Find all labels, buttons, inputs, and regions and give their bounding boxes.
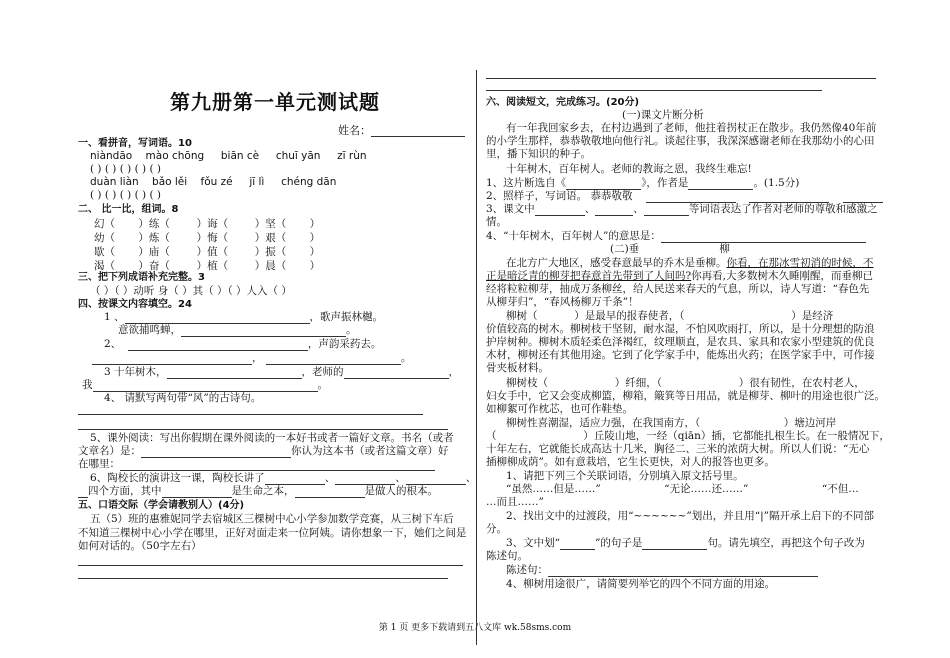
fill-line-3: 3 十年树木， ，老师的 ，: [104, 366, 460, 378]
passage-1-line: 十年树木，百年树人。老师的教诲之恩，我终生难忘!: [506, 163, 752, 175]
reading-prompt-2: 文章名）是： 你认为这本书（或者这篇文章）好: [78, 445, 449, 457]
passage-2-line: 柳树（ ）是最早的报春使者，（ ）是经济: [506, 310, 834, 322]
compare-cell: 幻（ ）练（ ）诲（ ）坚（ ）: [94, 218, 321, 230]
compare-cell: 歇（ ）庙（ ）值（ ）振（ ）: [94, 246, 321, 258]
passage-2-line: 从柳芽归”，“春风杨柳万千条”！: [486, 296, 639, 308]
passage-2-line: 十年左右，它就能长成高达十几米，胸径二、三米的浓荫大树。所以人们说：“无心: [486, 443, 870, 455]
fill-line-2b: ， 。: [92, 352, 411, 365]
exercise-2b: 分。: [486, 523, 507, 535]
dialog-prompt-1: 五（5）班的惠雅妮同学去宿城区三棵树中心小学参加数学竞赛，从三树下车后: [90, 513, 454, 525]
passage-2-line: 经将粒粒柳芽，抽成万条柳丝，给人民送来春天的气息，所以，诗人写道：“春色先: [486, 283, 870, 295]
section-5-heading: 五、口语交际（学会请教别人）(4分): [78, 500, 245, 511]
exercise-1-options-b: …而且……”: [486, 496, 544, 508]
fill-line-2: 2、 ，声韵采药去。: [104, 338, 382, 350]
passage-2-line: 木材，柳树还有其他用途。它到了化学家手中，能炼出火药；在医学家手中，可作接: [486, 349, 875, 361]
passage-2-line: 骨夹板材料。: [486, 362, 549, 374]
subsection-2-title: (二)垂 柳: [610, 243, 730, 255]
answer-rule: [78, 429, 448, 430]
passage-2-line: （ ）丘陵山地，一经（qiān）插，它都能扎根生长。在一般情况下，: [486, 430, 890, 442]
exercise-2: 2、找出文中的过渡段，用“~~~~~~”划出，并且用“|”隔开承上启下的不同部: [506, 510, 874, 522]
answer-rule: [78, 565, 463, 566]
answer-rule: [78, 414, 423, 415]
fill-line-3b: 我 。: [82, 379, 328, 391]
passage-2-line: 柳树枝（ ）纤细，（ ）很有韧性，在农村老人，: [506, 377, 865, 389]
name-label: 姓名：: [338, 124, 465, 137]
question-2: 2、照样子，写词语。 恭恭敬敬: [486, 190, 883, 203]
question-4: 4、“十年树木，百年树人”的意思是：: [486, 230, 866, 243]
passage-2-line: 在北方广大地区，感受春意最早的乔木是垂柳。你看，在那冰雪初消的时候，不: [506, 257, 874, 269]
page-title: 第九册第一单元测试题: [170, 90, 380, 114]
question-1: 1、这片断选自《 》，作者是 。(1.5分): [486, 177, 800, 189]
passage-1-line: 的小学生那样，恭恭敬敬地向他行礼。谈起往事，我深深感谢老师在我那幼小的心田: [486, 135, 875, 147]
section-2-heading: 二、 比一比，组词。8: [78, 204, 179, 215]
section-4-heading: 四、按课文内容填空。24: [78, 299, 192, 310]
compare-cell: 幼（ ）炼（ ）悔（ ）艰（ ）: [94, 232, 321, 244]
question-3: 3、课文中 、 、 等词语表达了作者对老师的尊敬和感激之: [486, 203, 878, 215]
top-rule-2: [486, 90, 822, 91]
passage-2-line: 价值较高的树木。柳树枝干坚韧，耐水湿，不怕风吹雨打，所以，是十分理想的防浪: [486, 323, 875, 335]
fill-line-1: 1 、 ，歌声振林樾。: [104, 311, 384, 323]
exercise-1: 1、请把下列三个关联词语，分别填入原文括号里。: [506, 470, 744, 482]
pinyin-row-1: niàndāo mào chōng biān cè chuī yān zī rùn: [90, 150, 367, 162]
fill-line-1b: 意欲捕鸣蝉， 。: [118, 324, 357, 336]
passage-2-line: 正是暗泛青的柳芽把春意首先带到了人间吗?你再看,大多数树木久睡刚醒，而垂柳已: [486, 270, 873, 282]
top-rule: [486, 78, 876, 79]
passage-2-line: 如柳絮可作枕芯，也可作鞋垫。: [486, 403, 633, 415]
section-6-heading: 六、阅读短文，完成练习。(20分): [486, 97, 640, 108]
reading-prompt-1: 5、课外阅读：写出你假期在课外阅读的一本好书或者一篇好文章。书名（或者: [90, 432, 454, 444]
speech-prompt-2: 四个方面，其中 是生命之本， 是做人的根本。: [78, 485, 438, 498]
exercise-1-options: “虽然……但是……” “无论……还……” “不但…: [506, 483, 859, 495]
dialog-prompt-3: 如何对话的。（50字左右）: [78, 540, 202, 552]
passage-2-line: 插柳柳成荫”。如有意栽培，它生长更快，对人的报答也更多。: [486, 456, 775, 468]
section-3-heading: 三、把下列成语补充完整。3: [78, 272, 205, 283]
exercise-3: 3、文中划“ ”的句子是 句。请先填空，再把这个句子改为: [506, 537, 865, 549]
pinyin-row-2: duàn liàn bǎo lěi fǒu zé jī lì chéng dān: [90, 176, 337, 188]
page-footer: 第 1 页 更多下载请到五八文库 wk.58sms.com: [378, 623, 572, 633]
answer-parens-1: ( ) ( ) ( ) ( ) ( ): [90, 163, 162, 175]
reading-prompt-3: 在哪里：: [78, 458, 435, 471]
passage-1-line: 里，播下知识的种子。: [486, 148, 591, 160]
poem-prompt: 4、 请默写两句带“风”的古诗句。: [104, 392, 262, 404]
passage-2-line: 柳树性喜潮湿，适应力强，在我国南方，（ ）塘边河岸: [506, 417, 837, 429]
dialog-prompt-2: 不知道三棵树中心小学在哪里，正好对面走来一位阿姨。请你想象一下，她们之间是: [78, 527, 467, 539]
exercise-3c: 陈述句：: [506, 564, 818, 577]
passage-2-line: 护岸树种。柳树木质轻柔色泽褐红，纹理顺直，是农具、家具和农家小型建筑的优良: [486, 336, 875, 348]
subsection-1-title: (一)课文片断分析: [622, 109, 704, 121]
section-1-heading: 一、看拼音，写词语。10: [78, 138, 192, 149]
question-3b: 情。: [486, 216, 507, 228]
exercise-3b: 陈述句。: [486, 550, 528, 562]
compare-cell: 渴（ ）奋（ ）植（ ）晨（ ）: [94, 260, 321, 272]
passage-2-line: 妇女手中，它又会变成柳篮，柳箱，簸箕等日用品，就是柳芽、柳叶的用途也很广泛。: [486, 390, 885, 402]
idiom-line: （ ）（ ）动听 身（ ）其（ ）（ ）人入（ ）: [90, 285, 292, 297]
speech-prompt-1: 6、陶校长的演讲这一课，陶校长讲了 、 、 、: [90, 472, 477, 484]
column-divider: [476, 70, 477, 645]
answer-rule: [78, 578, 448, 579]
exercise-4: 4、柳树用途很广，请简要列举它的四个不同方面的用途。: [506, 578, 776, 590]
answer-parens-2: ( ) ( ) ( ) ( ) ( ): [90, 189, 162, 201]
passage-1-line: 有一年我回家乡去，在村边遇到了老师，他拄着拐杖正在散步。我仍然像40年前: [506, 122, 877, 134]
